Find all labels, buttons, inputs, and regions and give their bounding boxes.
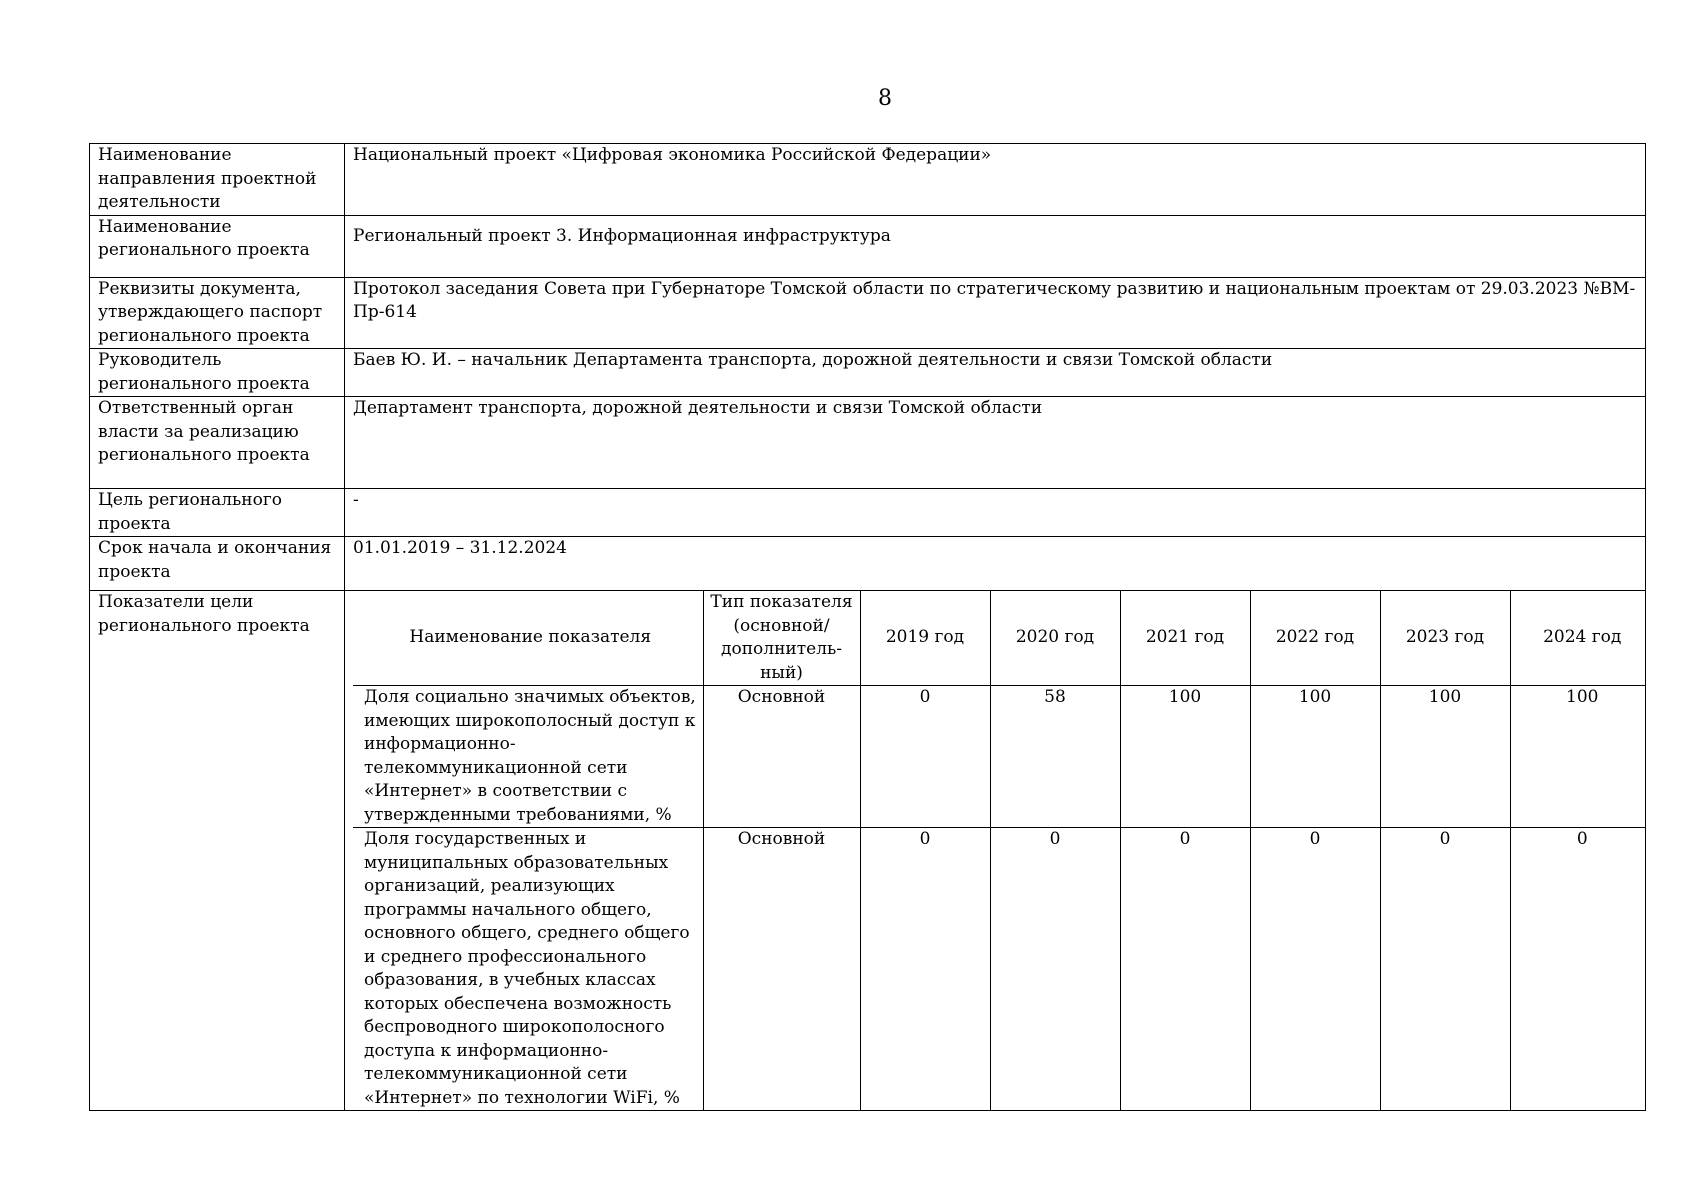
indicator-value-2024: 100 xyxy=(1510,686,1646,828)
passport-row-head xyxy=(90,349,1646,397)
goal-label: Цель регионального проекта xyxy=(90,489,345,537)
passport-row-responsible xyxy=(90,397,1646,489)
head-value: Баев Ю. И. – начальник Департамента транспорта, дорожной деятельности и связи Томской области xyxy=(345,349,1646,397)
indicator-value-2020: 58 xyxy=(990,686,1120,828)
indicator-value-2019: 0 xyxy=(860,686,990,828)
head-label: Руководитель регионального проекта xyxy=(90,349,345,397)
year-header-2024: 2024 год xyxy=(1510,591,1646,686)
indicators-header-row xyxy=(353,591,1646,686)
indicator-name: Доля социально значимых объектов, имеющих широкополосный доступ к информационно-телекоммуникационной сети «Интернет» в соответствии с утвержденными требованиями, % xyxy=(353,686,703,828)
responsible-value: Департамент транспорта, дорожной деятельности и связи Томской области xyxy=(345,397,1646,489)
goal-value: - xyxy=(345,489,1646,537)
indicator-value-2023: 0 xyxy=(1380,828,1510,1111)
year-header-2022: 2022 год xyxy=(1250,591,1380,686)
indicator-value-2022: 100 xyxy=(1250,686,1380,828)
indicator-value-2021: 100 xyxy=(1120,686,1250,828)
year-header-2020: 2020 год xyxy=(990,591,1120,686)
indicator-value-2024: 0 xyxy=(1510,828,1646,1111)
direction-label: Наименование направления проектной деятельности xyxy=(90,144,345,216)
indicator-type: Основной xyxy=(703,686,860,828)
period-value: 01.01.2019 – 31.12.2024 xyxy=(345,537,1646,591)
project-name-value: Региональный проект 3. Информационная инфраструктура xyxy=(345,215,1646,277)
passport-row-direction xyxy=(90,144,1646,216)
indicator-type: Основной xyxy=(703,828,860,1111)
indicator-type-header: Тип показателя (основной/ дополнитель-ный) xyxy=(703,591,860,686)
period-label: Срок начала и окончания проекта xyxy=(90,537,345,591)
indicators-label: Показатели цели регионального проекта xyxy=(90,591,345,1111)
passport-row-project-name xyxy=(90,215,1646,277)
table-row xyxy=(353,828,1646,1111)
project-passport-table xyxy=(89,143,1646,1111)
year-header-2023: 2023 год xyxy=(1380,591,1510,686)
page-number: 8 xyxy=(878,86,892,111)
indicator-name-header: Наименование показателя xyxy=(353,591,703,686)
indicator-value-2022: 0 xyxy=(1250,828,1380,1111)
indicator-value-2023: 100 xyxy=(1380,686,1510,828)
passport-row-period xyxy=(90,537,1646,591)
project-name-label: Наименование регионального проекта xyxy=(90,215,345,277)
passport-row-indicators xyxy=(90,591,1646,1111)
passport-row-document xyxy=(90,277,1646,349)
indicator-value-2021: 0 xyxy=(1120,828,1250,1111)
indicator-value-2019: 0 xyxy=(860,828,990,1111)
indicators-table xyxy=(353,591,1646,1110)
direction-value: Национальный проект «Цифровая экономика Российской Федерации» xyxy=(345,144,1646,216)
table-row xyxy=(353,686,1646,828)
responsible-label: Ответственный орган власти за реализацию регионального проекта xyxy=(90,397,345,489)
indicators-cell xyxy=(345,591,1646,1111)
document-label: Реквизиты документа, утверждающего паспорт регионального проекта xyxy=(90,277,345,349)
year-header-2021: 2021 год xyxy=(1120,591,1250,686)
document-value: Протокол заседания Совета при Губернаторе Томской области по стратегическому развитию и национальным проектам от 29.03.2023 №ВМ-Пр-614 xyxy=(345,277,1646,349)
indicator-name: Доля государственных и муниципальных образовательных организаций, реализующих программы начального общего, основного общего, среднего общего и среднего профессионального образования, в учебных классах которых обеспечена возможность беспроводного широкополосного доступа к информационно-телекоммуникационной сети «Интернет» по технологии WiFi, % xyxy=(353,828,703,1111)
indicator-value-2020: 0 xyxy=(990,828,1120,1111)
year-header-2019: 2019 год xyxy=(860,591,990,686)
passport-row-goal xyxy=(90,489,1646,537)
